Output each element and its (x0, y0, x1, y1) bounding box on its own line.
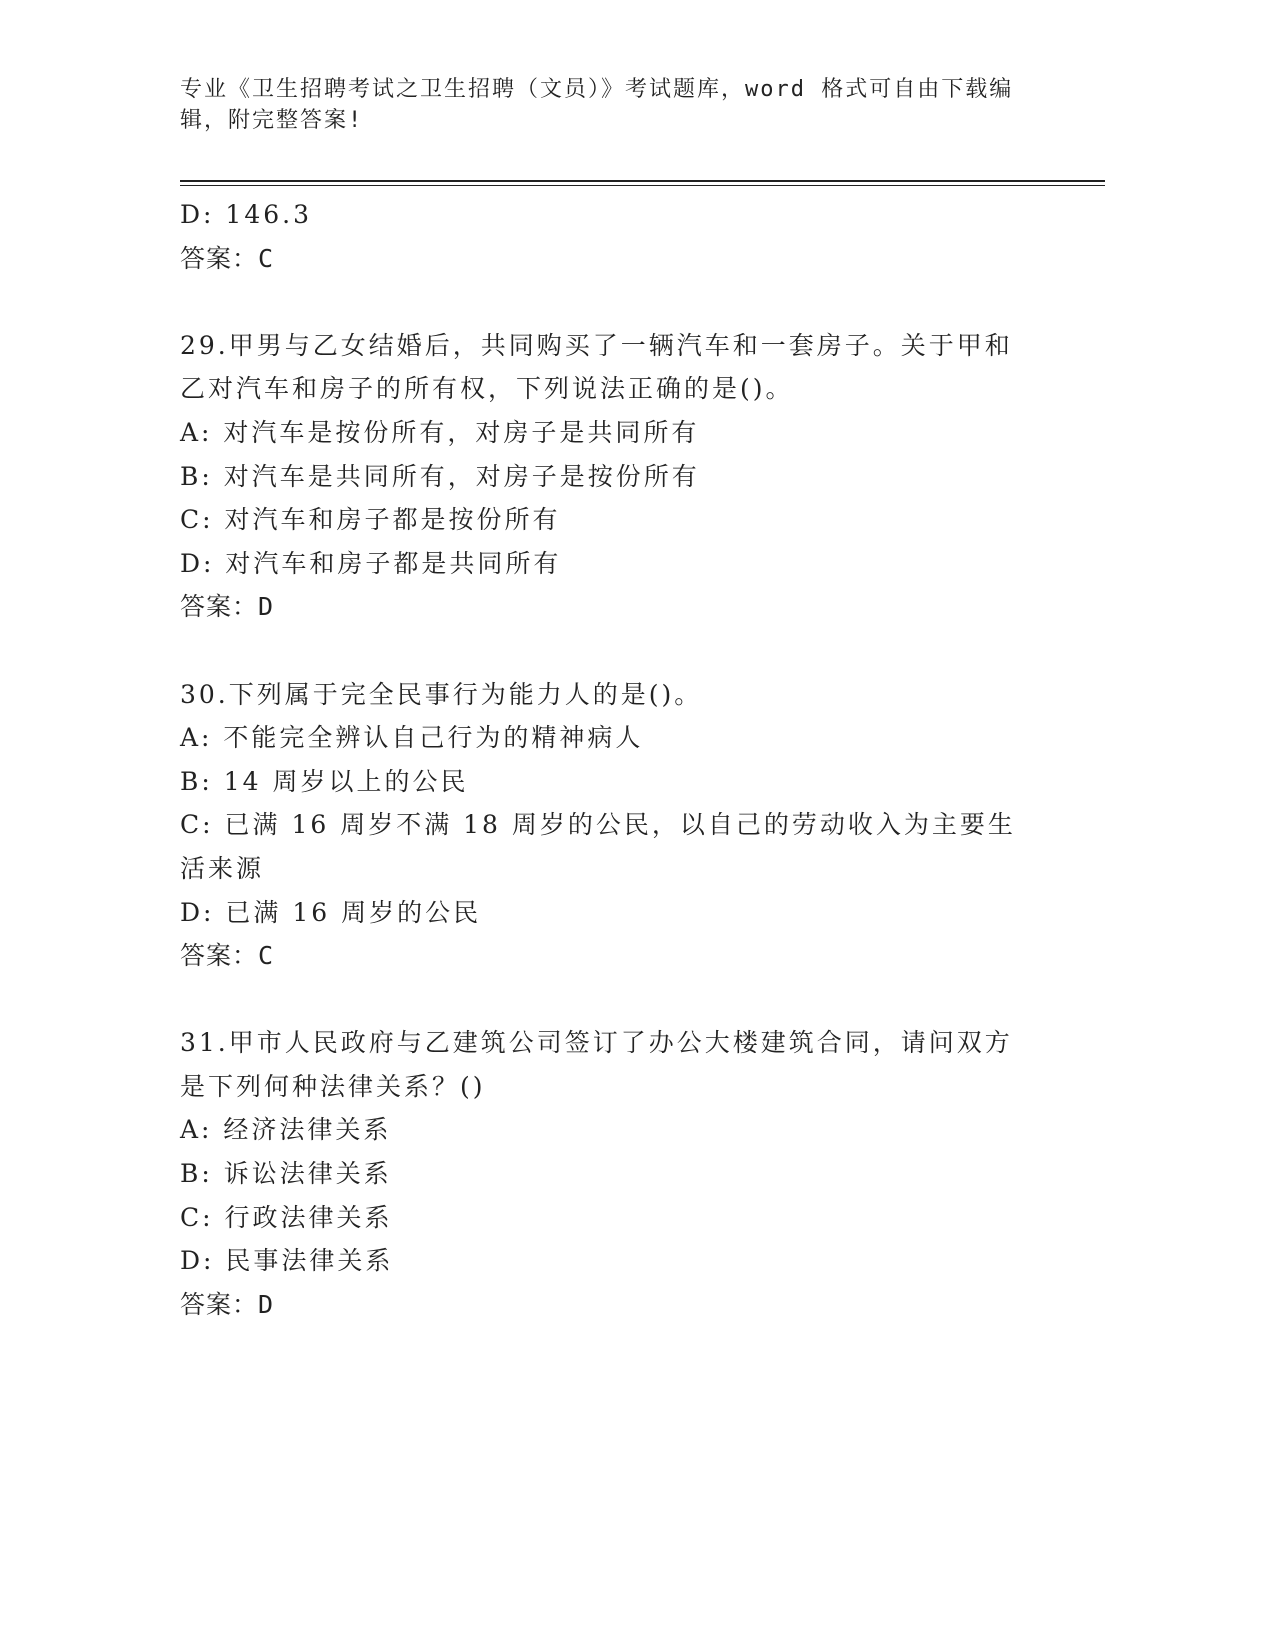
spacer (180, 629, 1040, 673)
question-answer: 答案：C (180, 941, 275, 971)
document-header: 专业《卫生招聘考试之卫生招聘（文员）》考试题库，word 格式可自由下载编辑，附完整答案! (180, 77, 1014, 133)
question-stem: 29.甲男与乙女结婚后，共同购买了一辆汽车和一套房子。关于甲和乙对汽车和房子的所有权，下列说法正确的是()。 (180, 330, 1013, 404)
question-option-a: A: 不能完全辨认自己行为的精神病人 (180, 723, 644, 753)
question-29 (180, 324, 1040, 629)
spacer (180, 978, 1040, 1022)
question-option-a: A: 经济法律关系 (180, 1115, 392, 1145)
question-option-b: B: 诉讼法律关系 (180, 1159, 392, 1189)
prev-question-answer: 答案：C (180, 243, 275, 273)
header-divider-thin (180, 185, 1105, 186)
question-option-d: D: 民事法律关系 (180, 1246, 394, 1276)
question-answer: 答案：D (180, 592, 275, 622)
question-stem: 30.下列属于完全民事行为能力人的是()。 (180, 679, 703, 709)
question-option-b: B: 14 周岁以上的公民 (180, 766, 469, 796)
question-option-a: A: 对汽车是按份所有，对房子是共同所有 (180, 417, 700, 447)
question-option-d: D: 已满 16 周岁的公民 (180, 897, 482, 927)
question-31 (180, 1021, 1040, 1326)
prev-question-option-d: D: 146.3 (180, 200, 312, 229)
document-body (180, 193, 1040, 1326)
spacer (180, 280, 1040, 324)
question-option-c: C: 行政法律关系 (180, 1202, 393, 1232)
question-option-b: B: 对汽车是共同所有，对房子是按份所有 (180, 461, 700, 491)
header-divider-thick (180, 180, 1105, 182)
question-answer: 答案：D (180, 1289, 275, 1319)
question-option-d: D: 对汽车和房子都是共同所有 (180, 548, 562, 578)
question-option-c: C: 对汽车和房子都是按份所有 (180, 505, 561, 535)
question-option-c: C: 已满 16 周岁不满 18 周岁的公民，以自己的劳动收入为主要生活来源 (180, 810, 1016, 883)
question-stem: 31.甲市人民政府与乙建筑公司签订了办公大楼建筑合同，请问双方是下列何种法律关系？() (180, 1028, 1013, 1101)
question-30 (180, 673, 1040, 978)
